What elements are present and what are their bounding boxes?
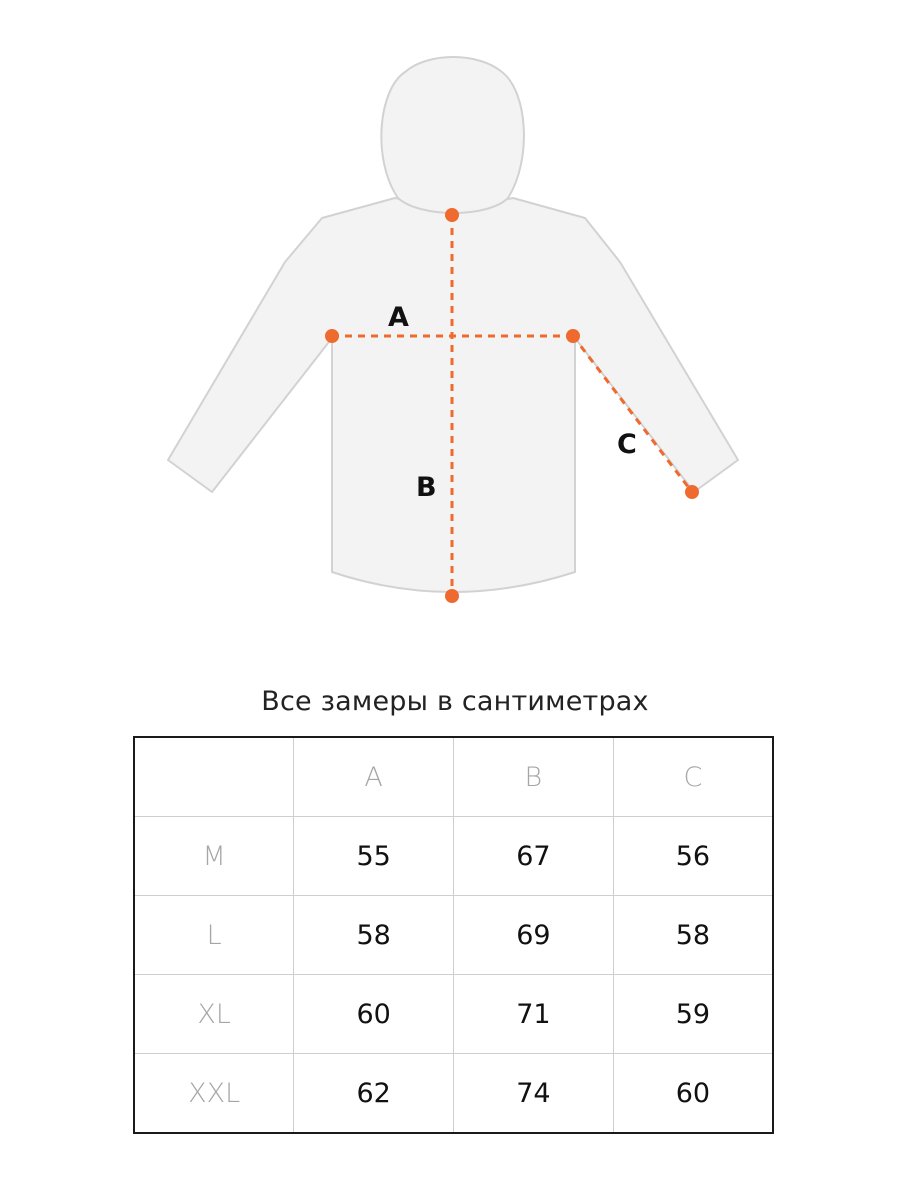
table-row: [134, 896, 773, 975]
column-header: B: [454, 737, 614, 817]
measurement-b: 74: [454, 1054, 614, 1134]
label-b: B: [416, 472, 437, 503]
table-row: [134, 975, 773, 1054]
measure-point: [445, 589, 459, 603]
measurement-a: 58: [294, 896, 454, 975]
measurement-c: 59: [613, 975, 773, 1054]
column-header: C: [613, 737, 773, 817]
measure-point: [325, 329, 339, 343]
column-header: A: [294, 737, 454, 817]
measurement-a: 55: [294, 817, 454, 896]
table-row: [134, 817, 773, 896]
measure-point: [445, 208, 459, 222]
measurement-c: 60: [613, 1054, 773, 1134]
label-c: C: [617, 429, 637, 460]
size-label: XXL: [134, 1054, 294, 1134]
measurement-c: 56: [613, 817, 773, 896]
size-label: XL: [134, 975, 294, 1054]
size-label: L: [134, 896, 294, 975]
measurement-b: 71: [454, 975, 614, 1054]
header-corner-cell: [134, 737, 294, 817]
units-caption: Все замеры в сантиметрах: [261, 686, 649, 717]
label-a: A: [388, 302, 409, 333]
jacket-hood: [381, 57, 524, 213]
measurement-a: 60: [294, 975, 454, 1054]
size-label: M: [134, 817, 294, 896]
measure-point: [566, 329, 580, 343]
table-header-row: [134, 737, 773, 817]
measurement-b: 69: [454, 896, 614, 975]
table-row: [134, 1054, 773, 1134]
measurement-c: 58: [613, 896, 773, 975]
measurement-a: 62: [294, 1054, 454, 1134]
measure-point: [685, 485, 699, 499]
measurement-b: 67: [454, 817, 614, 896]
size-table: [133, 736, 774, 1134]
